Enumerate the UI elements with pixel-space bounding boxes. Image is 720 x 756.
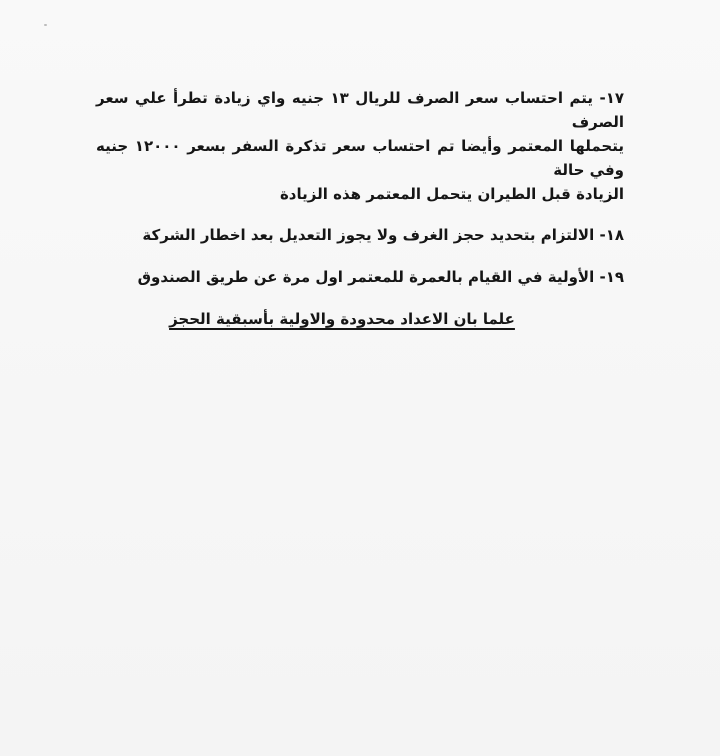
item-18-text: ١٨- الالتزام بتحديد حجز الغرف ولا يجوز التعديل بعد اخطار الشركة [142, 226, 624, 244]
item-17-line-3: الزيادة قبل الطيران يتحمل المعتمر هذه الزيادة [279, 185, 624, 203]
item-19-text: ١٩- الأولية في القيام بالعمرة للمعتمر اول مرة عن طريق الصندوق [137, 268, 624, 286]
closing-note [96, 308, 624, 330]
item-17-line-1: ١٧- يتم احتساب سعر الصرف للريال ١٣ جنيه واي زيادة تطرأ علي سعر الصرف [96, 89, 624, 131]
closing-note-text: علما بان الاعداد محدودة والاولية بأسبقية الحجز [169, 310, 515, 328]
list-item-18 [96, 223, 624, 247]
item-17-line-2: يتحملها المعتمر وأيضا تم احتساب سعر تذكرة السفر بسعر ١٢٠٠٠ جنيه وفي حالة [96, 137, 624, 179]
document-body [96, 86, 624, 330]
list-item-19 [96, 265, 624, 289]
list-item-17 [96, 86, 624, 206]
scan-speck [44, 24, 47, 26]
